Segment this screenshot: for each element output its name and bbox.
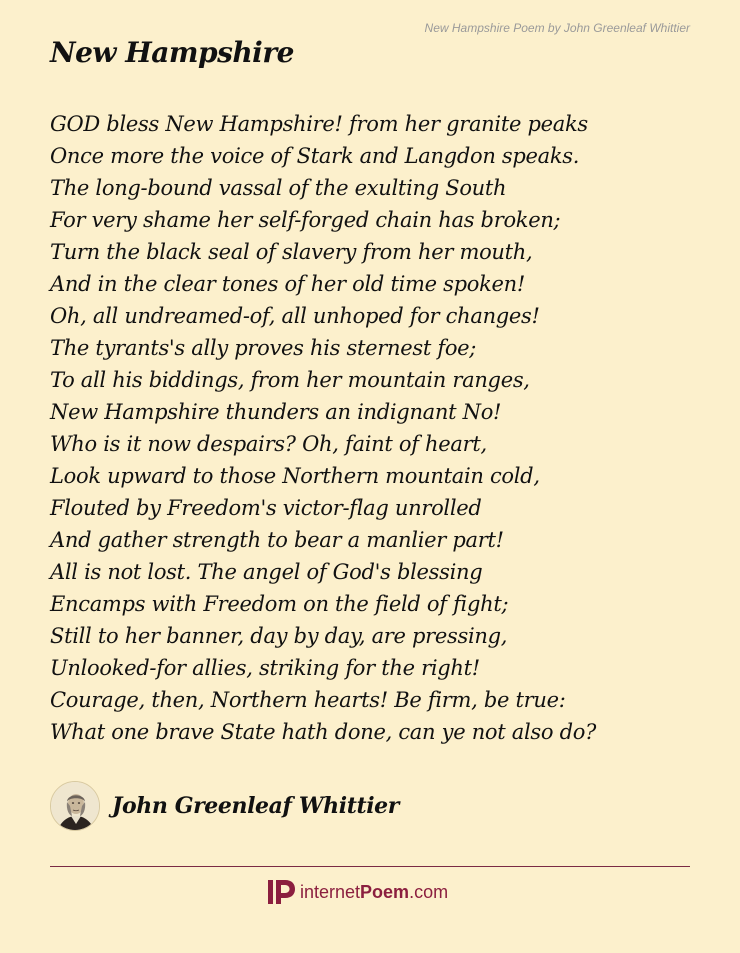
poem-line: Flouted by Freedom's victor-flag unrolled	[50, 496, 482, 520]
poem-line: The tyrants's ally proves his sternest foe;	[50, 336, 477, 360]
poem-line: For very shame her self-forged chain has broken;	[50, 208, 561, 232]
poem-body	[50, 108, 596, 748]
poem-line: Who is it now despairs? Oh, faint of heart,	[50, 432, 487, 456]
site-brand-link[interactable]	[268, 878, 448, 906]
poem-title: New Hampshire	[50, 36, 294, 69]
poem-line: Unlooked-for allies, striking for the right!	[50, 656, 480, 680]
ip-logo-icon	[268, 878, 296, 906]
poem-line: The long-bound vassal of the exulting South	[50, 176, 507, 200]
poem-line: Turn the black seal of slavery from her mouth,	[50, 240, 533, 264]
poem-line: Once more the voice of Stark and Langdon speaks.	[50, 144, 580, 168]
poem-line: Encamps with Freedom on the field of fight;	[50, 592, 509, 616]
poem-line: New Hampshire thunders an indignant No!	[50, 400, 502, 424]
footer-divider	[50, 866, 690, 867]
poem-line: GOD bless New Hampshire! from her granite peaks	[50, 112, 588, 136]
poem-line: And in the clear tones of her old time spoken!	[50, 272, 526, 296]
poem-line: Look upward to those Northern mountain cold,	[50, 464, 540, 488]
poem-line: And gather strength to bear a manlier part!	[50, 528, 504, 552]
poem-line: What one brave State hath done, can ye not also do?	[50, 720, 597, 744]
author-byline[interactable]	[50, 780, 399, 832]
header-note: New Hampshire Poem by John Greenleaf Whittier	[424, 21, 690, 35]
poem-line: All is not lost. The angel of God's blessing	[50, 560, 483, 584]
poem-line: Courage, then, Northern hearts! Be firm, be true:	[50, 688, 566, 712]
poem-line: Oh, all undreamed-of, all unhoped for changes!	[50, 304, 540, 328]
poem-line: Still to her banner, day by day, are pressing,	[50, 624, 508, 648]
author-name[interactable]: John Greenleaf Whittier	[112, 793, 399, 819]
author-portrait-icon[interactable]	[50, 781, 100, 831]
poem-line: To all his biddings, from her mountain ranges,	[50, 368, 530, 392]
brand-name: internetPoem.com	[300, 881, 449, 902]
